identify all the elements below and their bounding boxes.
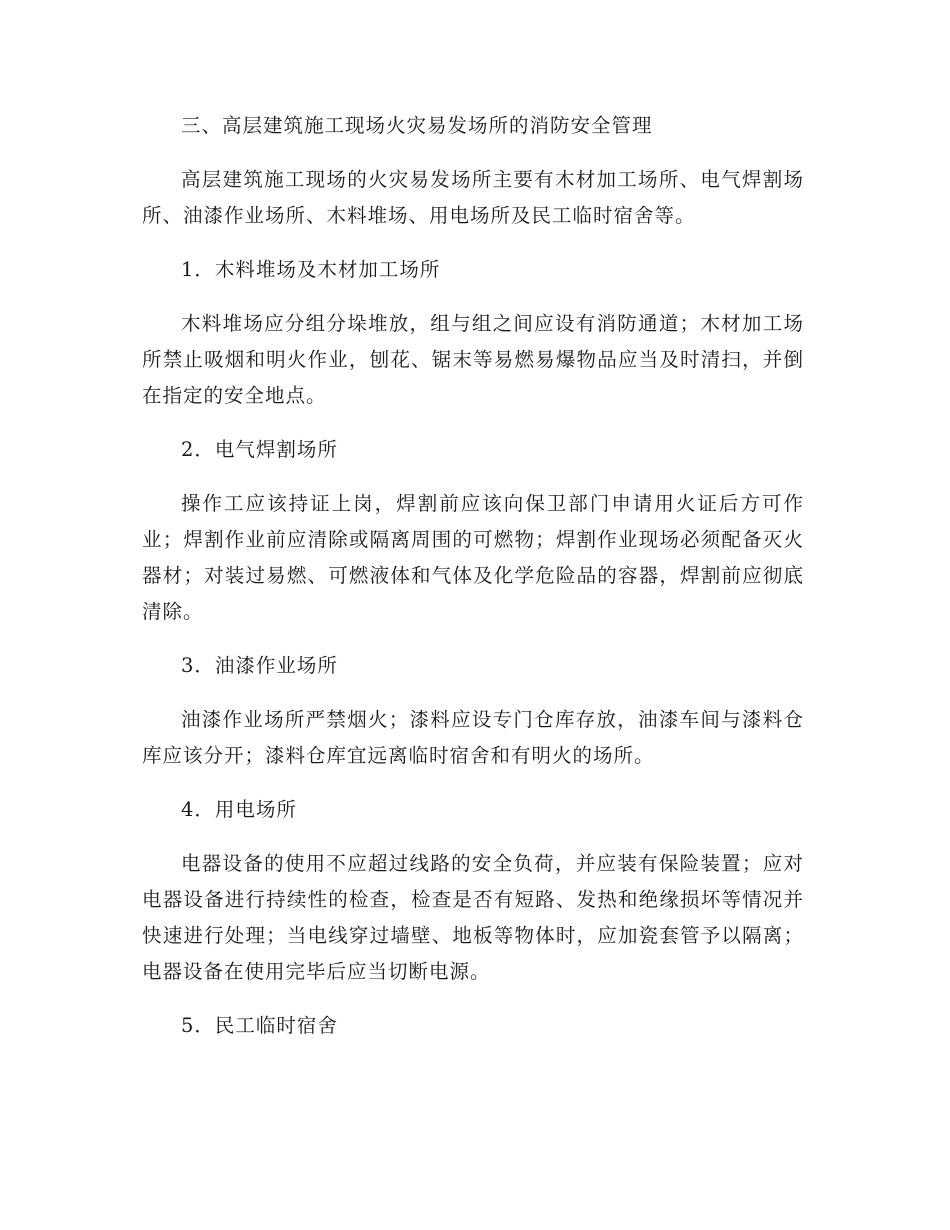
item-body-2: 操作工应该持证上岗，焊割前应该向保卫部门申请用火证后方可作业；焊割作业前应清除或隔离周围的可燃物；焊割作业现场必须配备灭火器材；对装过易燃、可燃液体和气体及化学危险品的容器，焊割前应彻底清除。 — [142, 492, 804, 623]
item-body-1: 木料堆场应分组分垛堆放，组与组之间应设有消防通道；木材加工场所禁止吸烟和明火作业，刨花、锯末等易燃易爆物品应当及时清扫，并倒在指定的安全地点。 — [142, 312, 804, 407]
document-body — [142, 108, 804, 1062]
item-body-3: 油漆作业场所严禁烟火；漆料应设专门仓库存放，油漆车间与漆料仓库应该分开；漆料仓库宜远离临时宿舍和有明火的场所。 — [142, 708, 804, 767]
item-heading-4: 4．用电场所 — [181, 798, 297, 821]
item-heading-1: 1．木料堆场及木材加工场所 — [181, 258, 441, 281]
item-heading-3: 3．油漆作业场所 — [181, 654, 338, 677]
section-title: 三、高层建筑施工现场火灾易发场所的消防安全管理 — [181, 114, 653, 137]
item-heading-5: 5．民工临时宿舍 — [181, 1014, 338, 1037]
item-heading-2: 2．电气焊割场所 — [181, 438, 338, 461]
intro-paragraph: 高层建筑施工现场的火灾易发场所主要有木材加工场所、电气焊割场所、油漆作业场所、木料堆场、用电场所及民工临时宿舍等。 — [142, 168, 804, 227]
item-body-4: 电器设备的使用不应超过线路的安全负荷，并应装有保险装置；应对电器设备进行持续性的检查，检查是否有短路、发热和绝缘损坏等情况并快速进行处理；当电线穿过墙壁、地板等物体时，应加瓷套管予以隔离；电器设备在使用完毕后应当切断电源。 — [142, 852, 804, 983]
